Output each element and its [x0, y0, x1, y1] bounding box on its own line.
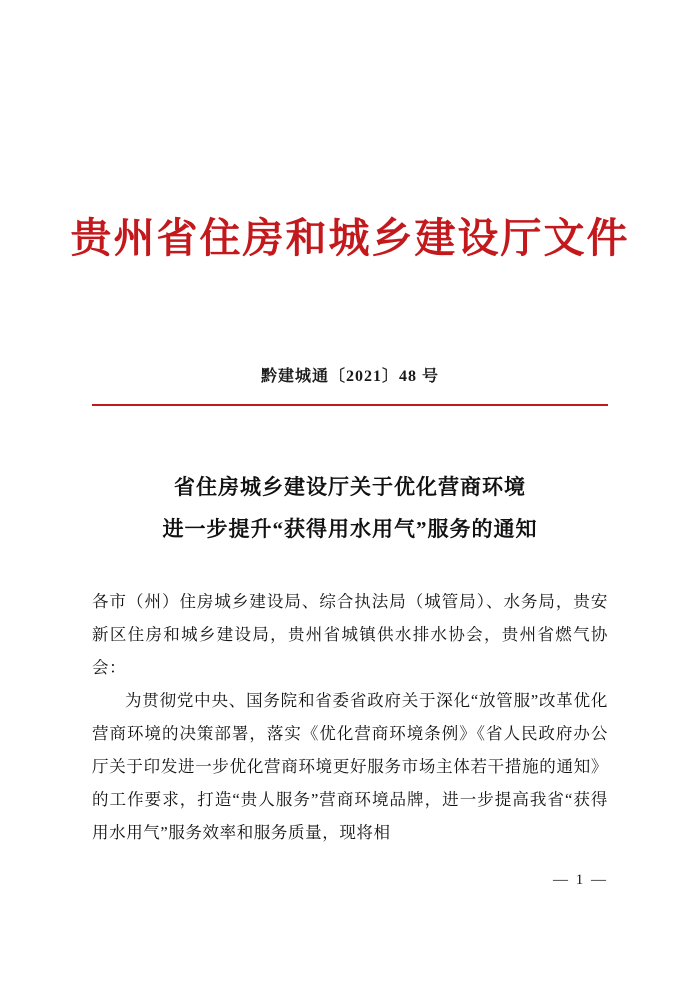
document-header: [0, 214, 700, 263]
document-title: [0, 466, 700, 550]
recipient-paragraph: 各市（州）住房城乡建设局、综合执法局（城管局）、水务局，贵安新区住房和城乡建设局，贵州省城镇供水排水协会，贵州省燃气协会：: [92, 592, 608, 677]
document-number: 黔建城通〔2021〕48 号: [260, 368, 439, 385]
document-body: [92, 585, 608, 849]
body-paragraph-1: 为贯彻党中央、国务院和省委省政府关于深化“放管服”改革优化营商环境的决策部署，落实《优化营商环境条例》《省人民政府办公厅关于印发进一步优化营商环境更好服务市场主体若干措施的通知》的工作要求，打造“贵人服务”营商环境品牌，进一步提高我省“获得用水用气”服务效率和服务质量，现将相: [92, 691, 608, 842]
red-divider-rule: [92, 404, 608, 406]
issuing-authority-title: 贵州省住房和城乡建设厅文件: [70, 215, 630, 261]
page-number: — 1 —: [553, 872, 608, 888]
document-title-line-2: 进一步提升“获得用水用气”服务的通知: [162, 517, 538, 541]
document-title-line-1: 省住房城乡建设厅关于优化营商环境: [174, 475, 526, 499]
